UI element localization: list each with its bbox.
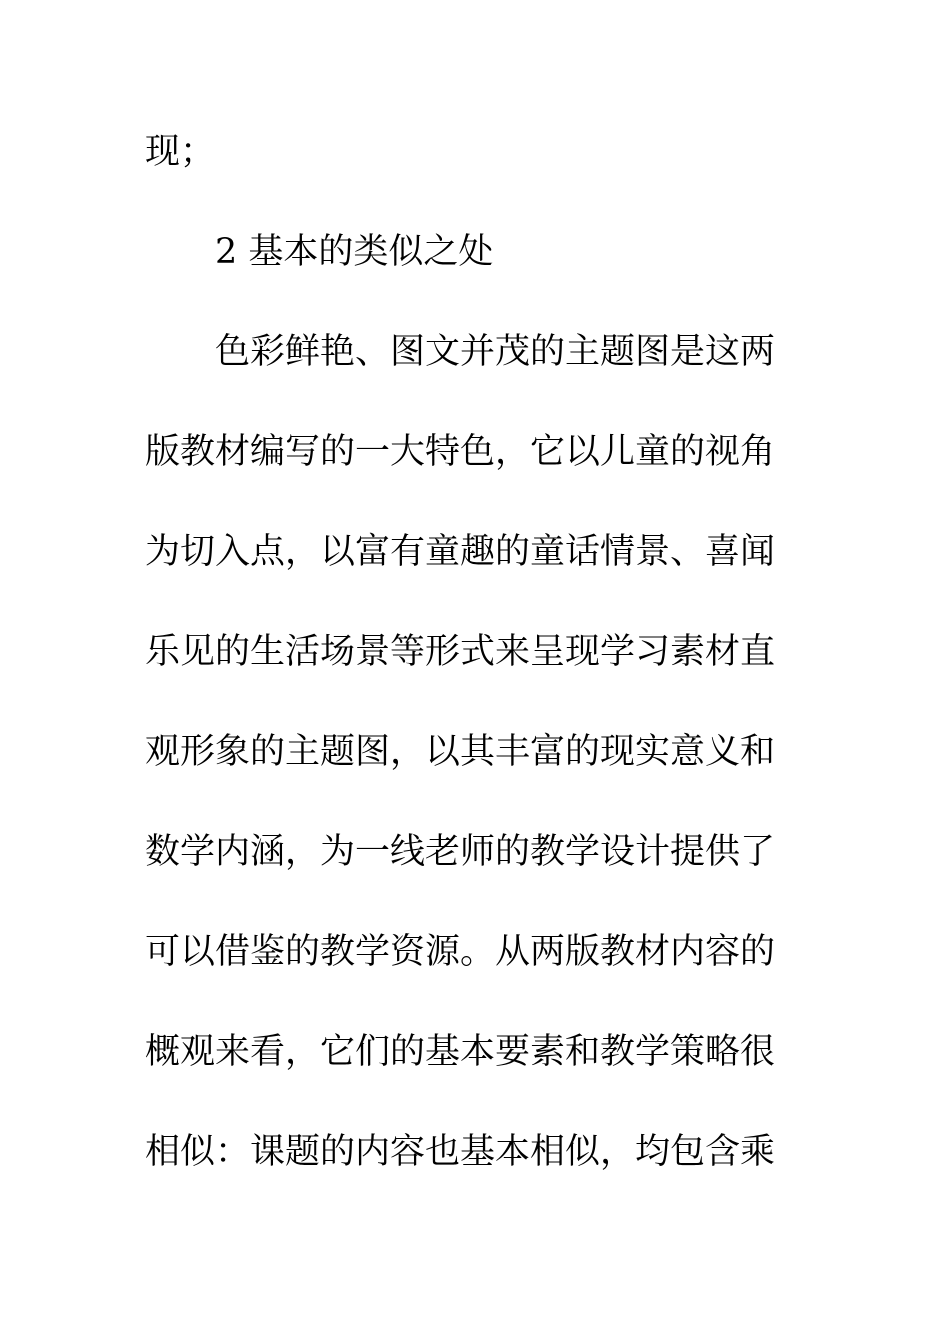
- paragraph-line-6: 数学内涵，为一线老师的教学设计提供了: [145, 832, 776, 872]
- paragraph-line-2: 版教材编写的一大特色，它以儿童的视角: [145, 432, 776, 472]
- paragraph-line-3: 为切入点，以富有童趣的童话情景、喜闻: [145, 532, 776, 572]
- paragraph-line-7: 可以借鉴的教学资源。从两版教材内容的: [145, 932, 776, 972]
- section-heading: 2 基本的类似之处: [215, 232, 494, 272]
- paragraph-line-1: 色彩鲜艳、图文并茂的主题图是这两: [215, 332, 776, 372]
- paragraph-line-8: 概观来看，它们的基本要素和教学策略很: [145, 1032, 776, 1072]
- paragraph-line-4: 乐见的生活场景等形式来呈现学习素材直: [145, 632, 776, 672]
- paragraph-line-9: 相似：课题的内容也基本相似，均包含乘: [145, 1132, 776, 1172]
- text-line-continuation: 现；: [145, 132, 216, 172]
- paragraph-line-5: 观形象的主题图，以其丰富的现实意义和: [145, 732, 776, 772]
